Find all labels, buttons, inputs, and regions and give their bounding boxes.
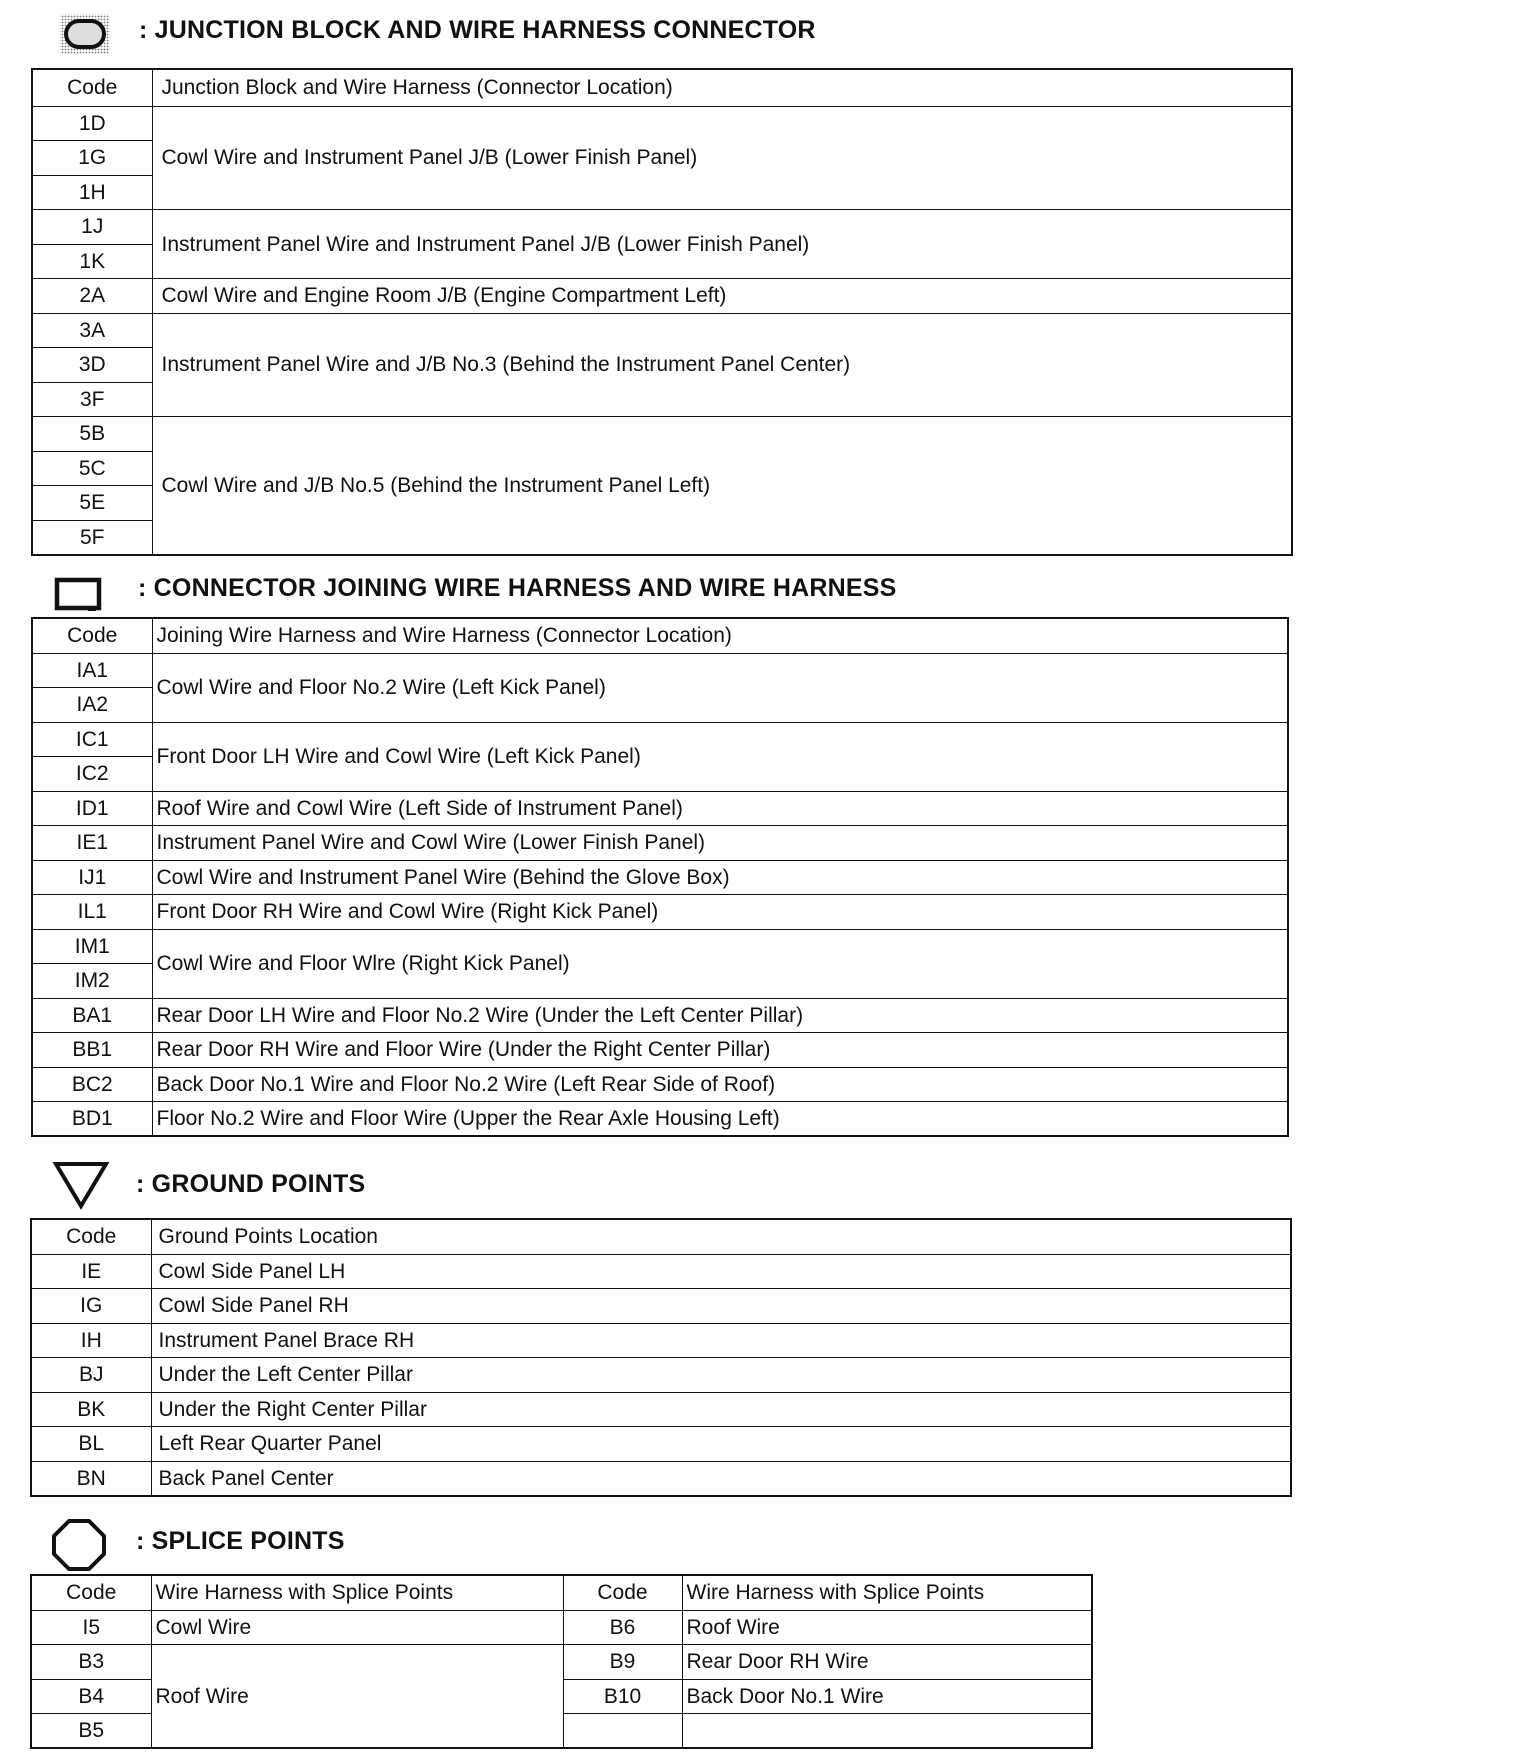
location-cell: Back Door No.1 Wire and Floor No.2 Wire (Left Rear Side of Roof) [152,1067,1288,1102]
location-cell: Instrument Panel Brace RH [151,1323,1291,1358]
code-cell: IE [31,1254,151,1289]
code-cell: IH [31,1323,151,1358]
section-title-junction: : JUNCTION BLOCK AND WIRE HARNESS CONNECTOR [139,16,816,44]
table-row [32,417,1292,452]
connector-symbol-icon [54,577,102,613]
code-cell: 3F [32,382,152,417]
wire-harness-cell: Roof Wire [682,1610,1092,1645]
code-cell: B10 [563,1679,682,1714]
table-row [32,1102,1288,1137]
table-row [31,1392,1291,1427]
location-cell: Floor No.2 Wire and Floor Wire (Upper the Rear Axle Housing Left) [152,1102,1288,1137]
code-cell: BC2 [32,1067,152,1102]
column-header-location: Ground Points Location [151,1219,1291,1254]
section-title-ground: : GROUND POINTS [136,1170,366,1198]
junction-table [31,68,1293,556]
ground-table [30,1218,1292,1497]
code-cell: BJ [31,1358,151,1393]
location-cell: Cowl Wire and Instrument Panel Wire (Behind the Glove Box) [152,860,1288,895]
location-cell: Left Rear Quarter Panel [151,1427,1291,1462]
connector-table [31,617,1289,1137]
code-cell: IE1 [32,826,152,861]
wire-harness-cell: Back Door No.1 Wire [682,1679,1092,1714]
code-cell: 1G [32,141,152,176]
table-row [32,722,1288,757]
column-header-code: Code [32,618,152,653]
code-cell: B9 [563,1645,682,1680]
location-cell: Cowl Wire and Engine Room J/B (Engine Compartment Left) [152,279,1292,314]
table-row [32,106,1292,141]
location-cell: Under the Left Center Pillar [151,1358,1291,1393]
table-row [31,1610,1092,1645]
location-cell: Instrument Panel Wire and J/B No.3 (Behind the Instrument Panel Center) [152,313,1292,417]
code-cell: B3 [31,1645,151,1680]
table-row [32,860,1288,895]
table-row [32,929,1288,964]
code-cell: 5C [32,451,152,486]
location-cell: Cowl Side Panel LH [151,1254,1291,1289]
table-row [31,1645,1092,1680]
code-cell: IM2 [32,964,152,999]
code-cell: 3A [32,313,152,348]
code-cell: 1J [32,210,152,245]
code-cell: B6 [563,1610,682,1645]
splice-table [30,1574,1093,1749]
table-row [32,210,1292,245]
table-row [32,279,1292,314]
wire-harness-cell-empty [682,1714,1092,1749]
location-cell: Cowl Wire and Instrument Panel J/B (Lower Finish Panel) [152,106,1292,210]
code-cell-empty [563,1714,682,1749]
code-cell: IL1 [32,895,152,930]
code-cell: 1H [32,175,152,210]
table-row [32,653,1288,688]
column-header-code: Code [563,1575,682,1610]
table-header-row [32,618,1288,653]
table-row [31,1323,1291,1358]
location-cell: Roof Wire and Cowl Wire (Left Side of Instrument Panel) [152,791,1288,826]
column-header-code: Code [31,1575,151,1610]
code-cell: IA1 [32,653,152,688]
column-header-code: Code [32,69,152,106]
location-cell: Front Door RH Wire and Cowl Wire (Right Kick Panel) [152,895,1288,930]
table-header-row [31,1575,1092,1610]
location-cell: Cowl Wire and J/B No.5 (Behind the Instrument Panel Left) [152,417,1292,555]
code-cell: 1D [32,106,152,141]
table-row [31,1461,1291,1496]
code-cell: 1K [32,244,152,279]
code-cell: 5E [32,486,152,521]
location-cell: Cowl Wire and Floor No.2 Wire (Left Kick Panel) [152,653,1288,722]
location-cell: Under the Right Center Pillar [151,1392,1291,1427]
code-cell: BL [31,1427,151,1462]
table-row [32,1067,1288,1102]
column-header-code: Code [31,1219,151,1254]
junction-block-symbol-icon [58,12,112,56]
code-cell: 2A [32,279,152,314]
code-cell: BK [31,1392,151,1427]
code-cell: BN [31,1461,151,1496]
table-row [32,826,1288,861]
code-cell: BD1 [32,1102,152,1137]
code-cell: BA1 [32,998,152,1033]
section-title-splice: : SPLICE POINTS [136,1527,345,1555]
wire-harness-cell: Roof Wire [151,1645,563,1749]
code-cell: 5B [32,417,152,452]
table-row [31,1254,1291,1289]
code-cell: IC2 [32,757,152,792]
location-cell: Cowl Wire and Floor Wlre (Right Kick Panel) [152,929,1288,998]
table-header-row [32,69,1292,106]
section-title-connector: : CONNECTOR JOINING WIRE HARNESS AND WIRE HARNESS [138,574,897,602]
table-row [31,1289,1291,1324]
location-cell: Instrument Panel Wire and Instrument Panel J/B (Lower Finish Panel) [152,210,1292,279]
table-header-row [31,1219,1291,1254]
table-row [32,998,1288,1033]
code-cell: BB1 [32,1033,152,1068]
location-cell: Cowl Side Panel RH [151,1289,1291,1324]
code-cell: IC1 [32,722,152,757]
wire-harness-cell: Cowl Wire [151,1610,563,1645]
code-cell: IA2 [32,688,152,723]
ground-triangle-icon [52,1160,110,1210]
column-header-wire-harness: Wire Harness with Splice Points [151,1575,563,1610]
location-cell: Rear Door RH Wire and Floor Wire (Under the Right Center Pillar) [152,1033,1288,1068]
table-row [32,1033,1288,1068]
code-cell: IM1 [32,929,152,964]
code-cell: 5F [32,520,152,555]
wire-harness-cell: Rear Door RH Wire [682,1645,1092,1680]
splice-octagon-icon [51,1518,107,1572]
code-cell: B5 [31,1714,151,1749]
location-cell: Instrument Panel Wire and Cowl Wire (Lower Finish Panel) [152,826,1288,861]
code-cell: 3D [32,348,152,383]
location-cell: Rear Door LH Wire and Floor No.2 Wire (Under the Left Center Pillar) [152,998,1288,1033]
column-header-wire-harness: Wire Harness with Splice Points [682,1575,1092,1610]
code-cell: IJ1 [32,860,152,895]
table-row [32,313,1292,348]
location-cell: Front Door LH Wire and Cowl Wire (Left Kick Panel) [152,722,1288,791]
table-row [32,791,1288,826]
column-header-location: Junction Block and Wire Harness (Connector Location) [152,69,1292,106]
code-cell: IG [31,1289,151,1324]
table-row [32,895,1288,930]
location-cell: Back Panel Center [151,1461,1291,1496]
table-row [31,1427,1291,1462]
column-header-location: Joining Wire Harness and Wire Harness (Connector Location) [152,618,1288,653]
code-cell: B4 [31,1679,151,1714]
code-cell: I5 [31,1610,151,1645]
table-row [31,1358,1291,1393]
code-cell: ID1 [32,791,152,826]
